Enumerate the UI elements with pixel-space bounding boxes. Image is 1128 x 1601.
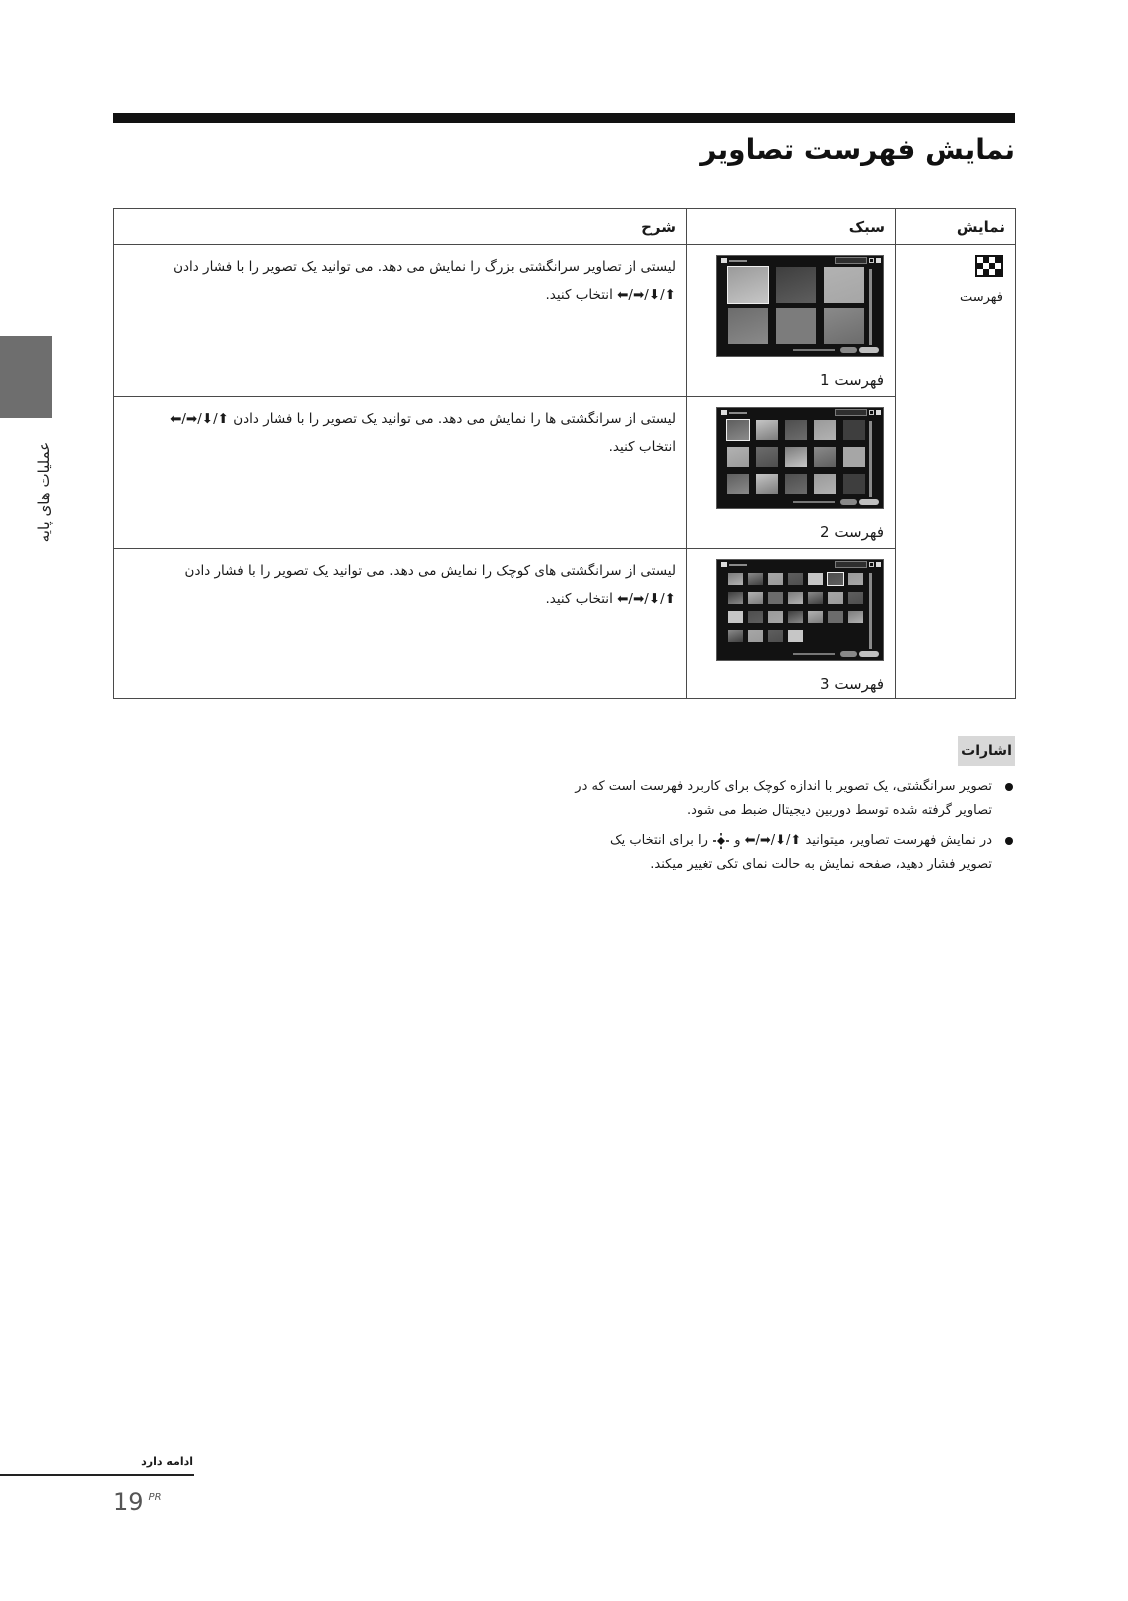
description-line: لیستی از سرانگشتی ها را نمایش می دهد. می توانید یک تصویر را با فشار دادن ⬆/⬇/➡/⬅ [170, 411, 676, 427]
screen-mode-icon [721, 410, 727, 415]
side-tab-label: عملیات های پایه [35, 441, 53, 543]
screen-header-icon [869, 410, 874, 415]
screen-footer-text [793, 501, 835, 503]
thumbnail-photo [788, 630, 803, 642]
thumbnail-photo [727, 447, 749, 467]
thumbnail-photo [828, 573, 843, 585]
style-cell [687, 245, 896, 397]
thumbnail-photo [748, 611, 763, 623]
footer-rule [0, 1474, 194, 1476]
note-item [540, 775, 1015, 823]
thumbnail-photo [843, 420, 865, 440]
screen-date-box [835, 561, 867, 568]
screen-header-icon [876, 410, 881, 415]
thumbnail-photo [748, 592, 763, 604]
screen-mode-icon [721, 562, 727, 567]
header-style: سبک [687, 209, 896, 245]
screen-header-icon [876, 562, 881, 567]
thumbnail-photo [756, 474, 778, 494]
thumbnail-photo [728, 267, 768, 303]
thumbnail-photo [776, 308, 816, 344]
thumbnail-photo [768, 573, 783, 585]
thumbnail-photo [814, 474, 836, 494]
header-description: شرح [114, 209, 687, 245]
thumbnail-photo [788, 611, 803, 623]
thumbnail-photo [748, 573, 763, 585]
style-cell [687, 397, 896, 549]
thumbnail-photo [808, 573, 823, 585]
thumbnail-photo [728, 308, 768, 344]
screen-footer-button [859, 499, 879, 505]
screen-footer-button [840, 347, 857, 353]
thumbnail-photo [768, 611, 783, 623]
note-line: تصویر سرانگشتی، یک تصویر با اندازه کوچک برای کاربرد فهرست است که در [575, 779, 992, 794]
thumbnail-photo [828, 611, 843, 623]
description-line: انتخاب کنید. [608, 439, 676, 455]
thumbnail-photo [785, 474, 807, 494]
screen-scrollbar [869, 269, 872, 345]
table-row [114, 397, 1016, 549]
thumbnail-photo [728, 630, 743, 642]
thumbnail-photo [848, 592, 863, 604]
description-cell [114, 397, 687, 549]
description-line: ⬆/⬇/➡/⬅ انتخاب کنید. [545, 591, 676, 607]
screen-date-box [835, 257, 867, 264]
thumbnail-photo [728, 573, 743, 585]
screen-thumbnail [716, 407, 884, 509]
page-number-suffix: PR [148, 1492, 162, 1503]
side-tab-label-wrapper [34, 432, 54, 552]
screen-thumbnail [716, 255, 884, 357]
note-line: تصویر فشار دهید، صفحه نمایش به حالت نمای تکی تغییر میکند. [650, 857, 992, 872]
display-mode-label: فهرست [959, 290, 1003, 305]
screen-header-label [729, 412, 747, 414]
thumbnail-photo [785, 447, 807, 467]
thumbnail-photo [814, 447, 836, 467]
screen-footer-button [859, 651, 879, 657]
thumbnail-photo [788, 592, 803, 604]
notes-list [540, 775, 1015, 883]
note-text: را برای انتخاب یک [610, 833, 708, 848]
notes-label: اشارات [958, 736, 1015, 766]
thumbnail-photo [727, 474, 749, 494]
thumbnail-photo [824, 308, 864, 344]
style-cell [687, 549, 896, 699]
thumbnail-photo [824, 267, 864, 303]
page-number [113, 1482, 162, 1518]
screen-scrollbar [869, 421, 872, 497]
table-row [114, 549, 1016, 699]
thumbnail-photo [756, 420, 778, 440]
thumbnail-photo [788, 573, 803, 585]
thumbnail-photo [843, 474, 865, 494]
display-modes-table [113, 208, 1016, 699]
page-title: نمایش فهرست تصاویر [700, 133, 1015, 166]
header-display: نمایش [896, 209, 1016, 245]
description-cell [114, 245, 687, 397]
screen-footer-text [793, 349, 835, 351]
description-line: ⬆/⬇/➡/⬅ انتخاب کنید. [545, 287, 676, 303]
screen-footer-button [859, 347, 879, 353]
description-cell [114, 549, 687, 699]
thumbnail-photo [814, 420, 836, 440]
thumbnail-photo [768, 630, 783, 642]
note-line [540, 829, 992, 853]
note-item [540, 829, 1015, 877]
thumbnail-photo [748, 630, 763, 642]
note-line: تصاویر گرفته شده توسط دوربین دیجیتال ضبط می شود. [686, 803, 992, 818]
thumbnail-photo [728, 611, 743, 623]
screen-thumbnail [716, 559, 884, 661]
screen-header-icon [869, 258, 874, 263]
screen-footer-button [840, 499, 857, 505]
table-row [114, 245, 1016, 397]
thumbnail-photo [785, 420, 807, 440]
bullet-icon [1005, 783, 1013, 791]
thumbnail-photo [727, 420, 749, 440]
index-grid-icon [975, 255, 1003, 277]
side-tab-marker [0, 336, 52, 418]
enter-button-icon [713, 833, 729, 849]
screen-header-icon [869, 562, 874, 567]
thumbnail-photo [843, 447, 865, 467]
note-text: در نمایش فهرست تصاویر، میتوانید ⬆/⬇/➡/⬅ و [734, 833, 992, 848]
style-caption: فهرست 3 [820, 675, 884, 693]
thumbnail-photo [828, 592, 843, 604]
screen-footer-text [793, 653, 835, 655]
screen-header-label [729, 564, 747, 566]
thumbnail-photo [848, 573, 863, 585]
screen-photo-grid [727, 420, 865, 494]
screen-scrollbar [869, 573, 872, 649]
thumbnail-photo [808, 592, 823, 604]
bullet-icon [1005, 837, 1013, 845]
style-caption: فهرست 1 [820, 371, 884, 389]
thumbnail-photo [756, 447, 778, 467]
thumbnail-photo [808, 611, 823, 623]
screen-header-label [729, 260, 747, 262]
screen-photo-grid [728, 573, 863, 642]
thumbnail-photo [728, 592, 743, 604]
thumbnail-photo [848, 611, 863, 623]
description-line: لیستی از تصاویر سرانگشتی بزرگ را نمایش می دهد. می توانید یک تصویر را با فشار دادن [173, 259, 676, 275]
top-rule [113, 113, 1015, 123]
screen-header-icon [876, 258, 881, 263]
description-line: لیستی از سرانگشتی های کوچک را نمایش می دهد. می توانید یک تصویر را با فشار دادن [184, 563, 676, 579]
screen-date-box [835, 409, 867, 416]
display-mode-cell [896, 245, 1016, 699]
continued-label: ادامه دارد [141, 1455, 193, 1468]
thumbnail-photo [768, 592, 783, 604]
page-number-value: 19 [113, 1488, 144, 1516]
screen-photo-grid [728, 267, 864, 344]
screen-footer-button [840, 651, 857, 657]
screen-mode-icon [721, 258, 727, 263]
table-header-row [114, 209, 1016, 245]
style-caption: فهرست 2 [820, 523, 884, 541]
thumbnail-photo [776, 267, 816, 303]
